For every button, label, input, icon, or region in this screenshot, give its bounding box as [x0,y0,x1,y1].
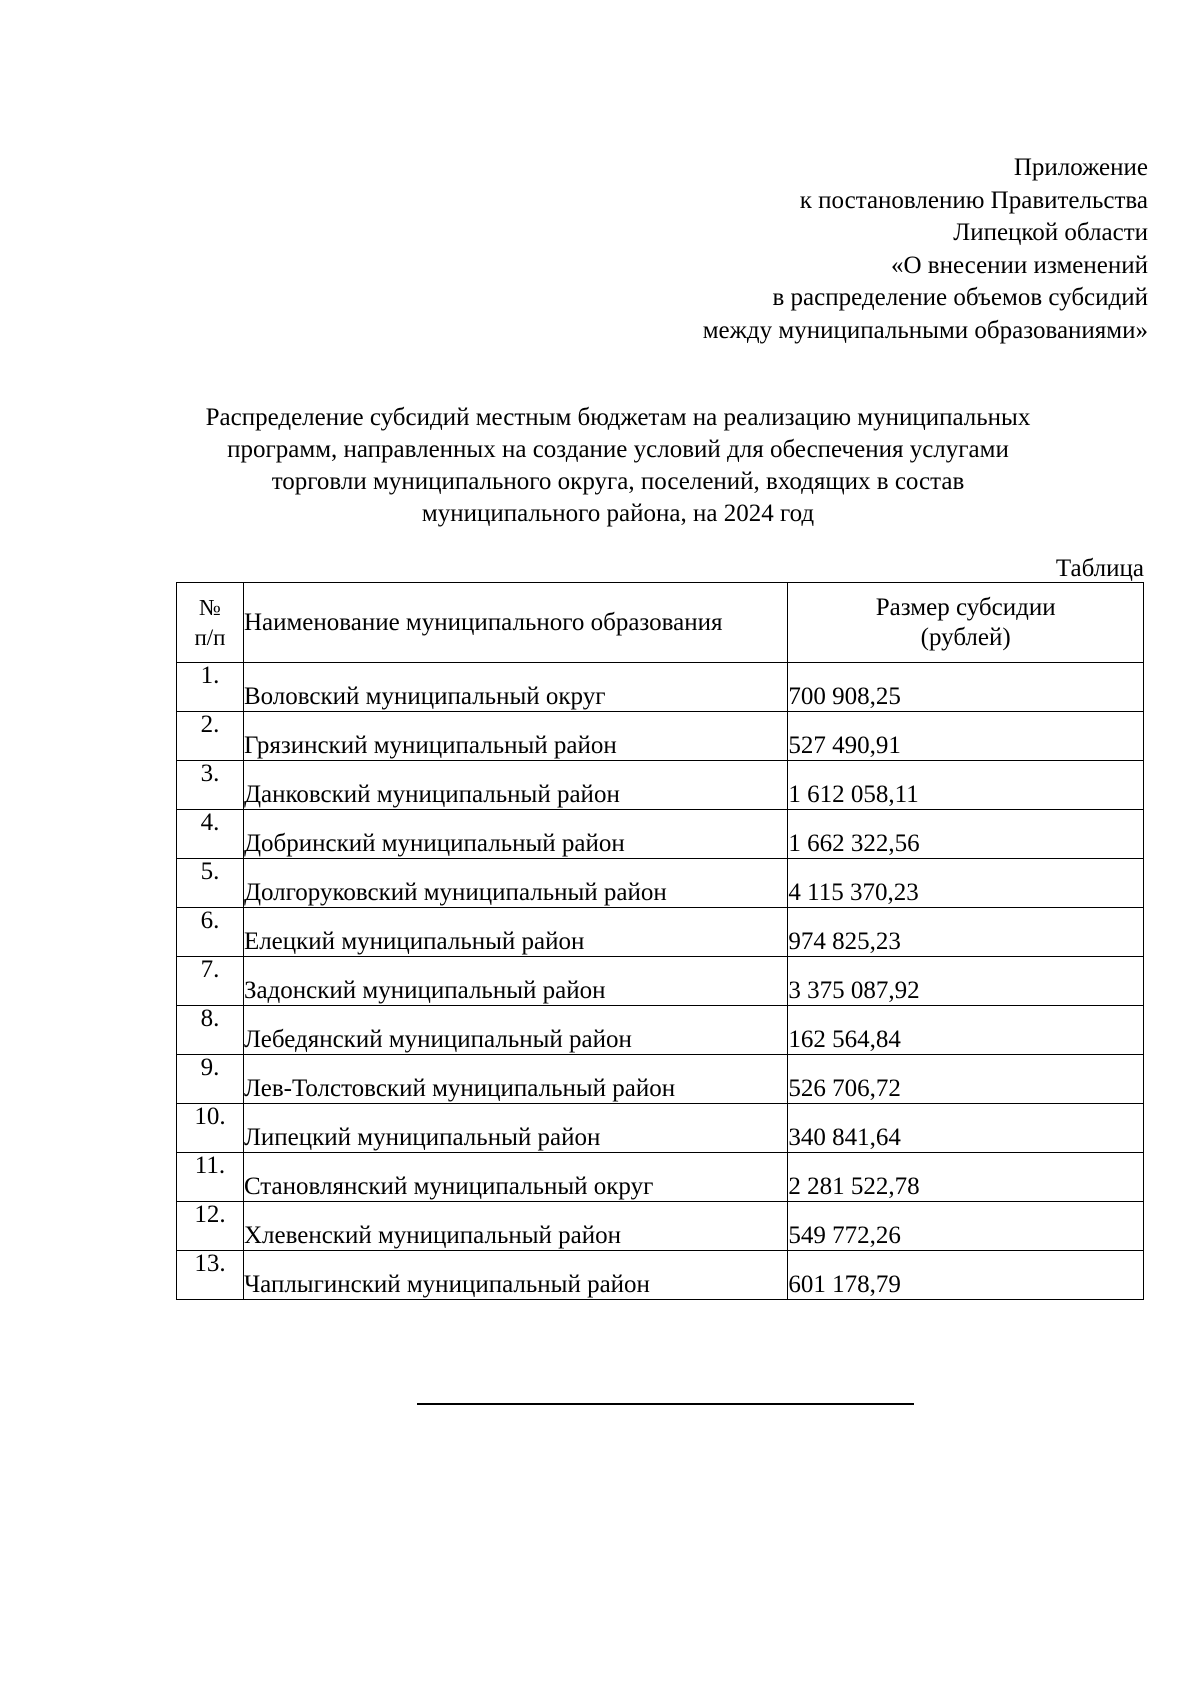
end-of-document-rule [417,1403,914,1405]
subsidy-amount: 1 612 058,11 [788,761,1144,810]
appendix-line: между муниципальными образованиями» [702,316,1148,344]
appendix-header [703,152,1148,347]
municipality-name: Задонский муниципальный район [243,957,787,1006]
row-number: 7. [177,957,244,1006]
subsidy-amount: 549 772,26 [788,1202,1144,1251]
table-row [177,1251,1144,1300]
municipality-name: Грязинский муниципальный район [243,712,787,761]
appendix-line: Липецкой области [953,219,1148,246]
municipality-name: Лев-Толстовский муниципальный район [243,1055,787,1104]
header-amount-unit: (рублей) [920,623,1011,651]
subsidy-amount: 974 825,23 [788,908,1144,957]
header-amount-label: Размер субсидии [875,593,1056,621]
title-line: торговли муниципального округа, поселений, входящих в состав [271,468,965,495]
table-row [177,712,1144,761]
table-row [177,1153,1144,1202]
row-number: 12. [177,1202,244,1251]
title-line: муниципального района, на 2024 год [421,500,815,527]
municipality-name: Данковский муниципальный район [243,761,787,810]
subsidy-amount: 4 115 370,23 [788,859,1144,908]
table-row [177,810,1144,859]
header-amount [788,583,1144,663]
document-title [178,402,1058,530]
municipality-name: Лебедянский муниципальный район [243,1006,787,1055]
table-header-row [177,583,1144,663]
row-number: 1. [177,663,244,712]
municipality-name: Добринский муниципальный район [243,810,787,859]
municipality-name: Становлянский муниципальный округ [243,1153,787,1202]
subsidy-amount: 1 662 322,56 [788,810,1144,859]
row-number: 5. [177,859,244,908]
row-number: 13. [177,1251,244,1300]
subsidy-amount: 527 490,91 [788,712,1144,761]
subsidy-amount: 700 908,25 [788,663,1144,712]
subsidies-table [176,582,1144,1300]
row-number: 8. [177,1006,244,1055]
table-caption: Таблица [1055,555,1144,582]
row-number: 6. [177,908,244,957]
subsidy-amount: 601 178,79 [788,1251,1144,1300]
header-number-sign: № [198,594,221,620]
municipality-name: Воловский муниципальный округ [243,663,787,712]
table-row [177,1055,1144,1104]
appendix-line: в распределение объемов субсидий [772,284,1148,311]
header-number [177,583,244,663]
header-name: Наименование муниципального образования [243,583,787,663]
subsidy-amount: 3 375 087,92 [788,957,1144,1006]
municipality-name: Липецкий муниципальный район [243,1104,787,1153]
table-row [177,1104,1144,1153]
row-number: 2. [177,712,244,761]
table-row [177,957,1144,1006]
table-row [177,859,1144,908]
municipality-name: Хлевенский муниципальный район [243,1202,787,1251]
row-number: 9. [177,1055,244,1104]
title-line: программ, направленных на создание условий для обеспечения услугами [227,436,1009,463]
table-row [177,1202,1144,1251]
subsidy-amount: 340 841,64 [788,1104,1144,1153]
appendix-line: «О внесении изменений [890,251,1148,279]
municipality-name: Елецкий муниципальный район [243,908,787,957]
title-line: Распределение субсидий местным бюджетам на реализацию муниципальных [205,404,1031,431]
row-number: 11. [177,1153,244,1202]
table-row [177,663,1144,712]
header-number-abbr: п/п [194,624,226,650]
appendix-line: Приложение [1013,154,1148,181]
subsidy-amount: 2 281 522,78 [788,1153,1144,1202]
row-number: 10. [177,1104,244,1153]
row-number: 4. [177,810,244,859]
row-number: 3. [177,761,244,810]
table-row [177,908,1144,957]
municipality-name: Долгоруковский муниципальный район [243,859,787,908]
municipality-name: Чаплыгинский муниципальный район [243,1251,787,1300]
table-row [177,1006,1144,1055]
table-row [177,761,1144,810]
subsidy-amount: 162 564,84 [788,1006,1144,1055]
appendix-line: к постановлению Правительства [799,186,1148,214]
subsidy-amount: 526 706,72 [788,1055,1144,1104]
